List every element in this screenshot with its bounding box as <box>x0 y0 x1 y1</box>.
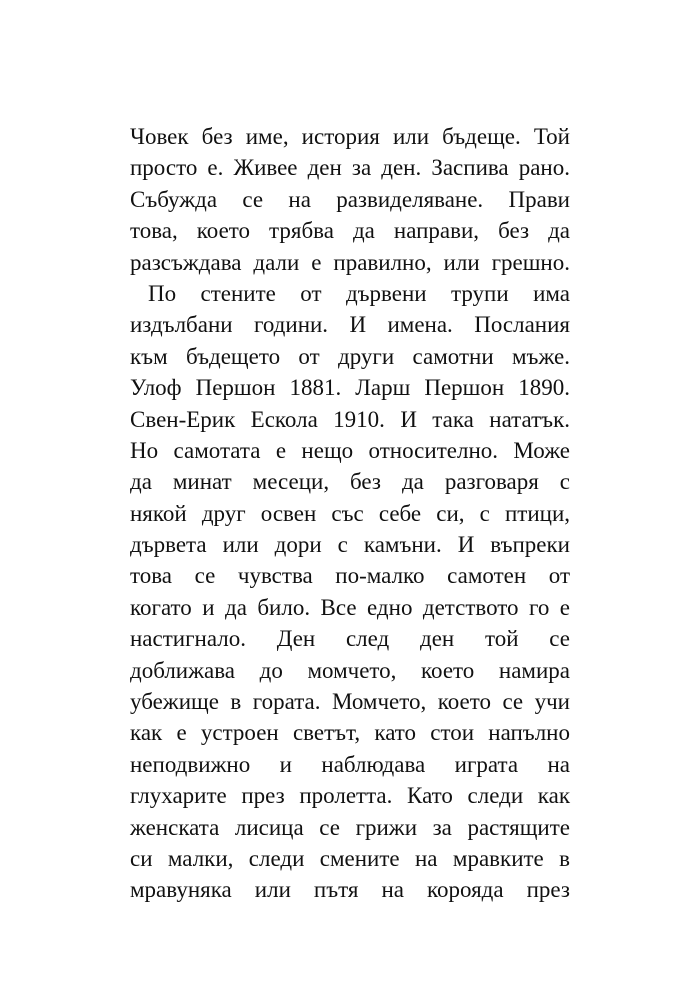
text-line: дървета или дори с камъни. И въпреки <box>130 532 570 558</box>
text-line: настигнало. Ден след ден той се <box>130 626 570 652</box>
text-line: Улоф Першон 1881. Ларш Першон 1890. <box>130 375 570 401</box>
text-line: Свен-Ерик Ескола 1910. И така нататък. <box>130 406 570 432</box>
text-line: Човек без име, история или бъдеще. Той <box>130 124 570 149</box>
text-line: просто е. Живее ден за ден. Заспива рано. <box>130 155 570 181</box>
text-line: разсъждава дали е правилно, или грешно. <box>130 249 570 275</box>
text-line: убежище в гората. Момчето, което се учи <box>130 689 570 715</box>
text-line: женската лисица се грижи за растящите <box>130 814 570 840</box>
text-line: си малки, следи смените на мравките в <box>130 845 570 871</box>
text-line: някой друг освен със себе си, с птици, <box>130 500 570 526</box>
text-line: Събужда се на развиделяване. Прави <box>130 186 570 212</box>
text-line: неподвижно и наблюдава играта на <box>130 751 570 777</box>
text-line: това се чувства по-малко самотен от <box>130 563 570 589</box>
text-line: към бъдещето от други самотни мъже. <box>130 343 570 369</box>
body-text <box>130 121 570 906</box>
text-line: мравуняка или пътя на корояда през <box>130 877 570 903</box>
paragraph-first-line: По стените от дървени трупи има <box>148 280 570 306</box>
text-line: когато и да било. Все едно детството го е <box>130 594 570 620</box>
text-line: да минат месеци, без да разговаря с <box>130 469 570 495</box>
text-line: издълбани години. И имена. Послания <box>130 312 570 338</box>
text-line: как е устроен светът, като стои напълно <box>130 720 570 746</box>
text-line: това, което трябва да направи, без да <box>130 218 570 244</box>
text-line: глухарите през пролетта. Като следи как <box>130 783 570 809</box>
text-line: доближава до момчето, което намира <box>130 657 570 683</box>
text-line: Но самотата е нещо относително. Може <box>130 437 570 463</box>
